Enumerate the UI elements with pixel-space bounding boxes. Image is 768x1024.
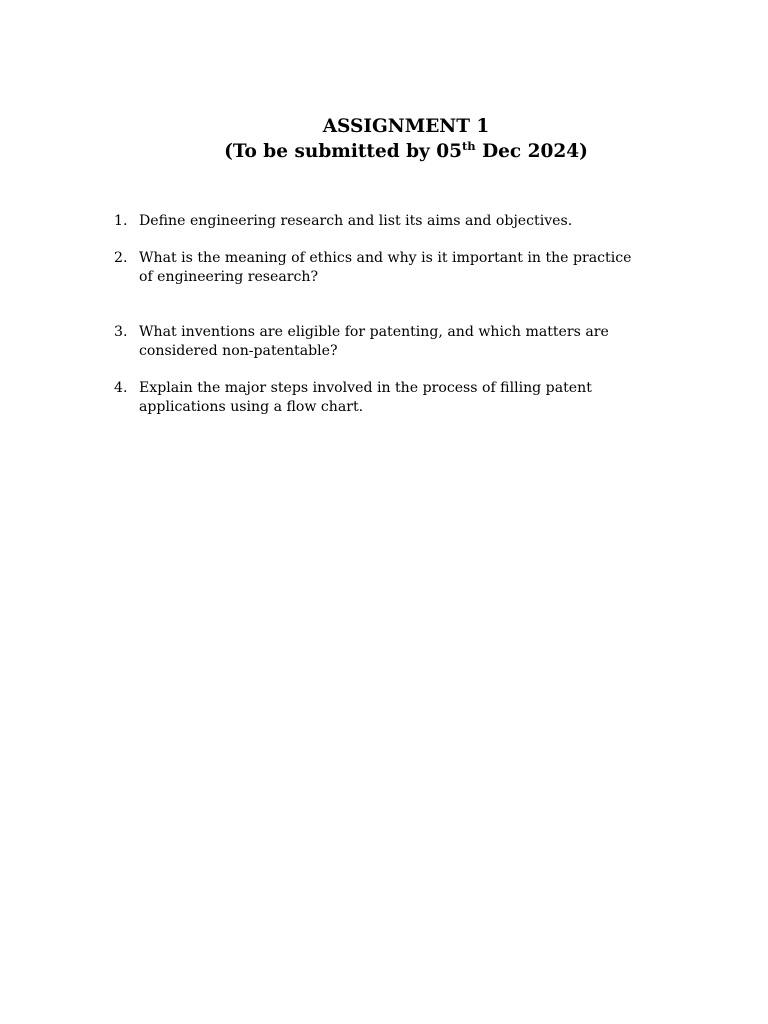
- deadline-suffix: Dec 2024): [475, 141, 588, 162]
- question-line: Explain the major steps involved in the process of filling patent: [139, 380, 592, 396]
- question-number: 2.: [114, 250, 128, 266]
- question-text: [139, 212, 679, 231]
- deadline-ordinal-suffix: th: [461, 138, 476, 153]
- question-line: What is the meaning of ethics and why is it important in the practice: [139, 250, 632, 266]
- assignment-title: ASSIGNMENT 1: [322, 116, 490, 137]
- deadline-prefix: (To be submitted by 05: [224, 141, 462, 162]
- question-line: Define engineering research and list its aims and objectives.: [139, 213, 573, 229]
- question-number: 1.: [114, 213, 128, 229]
- question-text: [139, 249, 679, 287]
- question-number: 3.: [114, 324, 128, 340]
- question-line: What inventions are eligible for patenting, and which matters are: [139, 324, 609, 340]
- question-line: of engineering research?: [139, 269, 319, 285]
- question-line: considered non-patentable?: [139, 343, 338, 359]
- question-line: applications using a flow chart.: [139, 399, 364, 415]
- question-text: [139, 323, 679, 361]
- question-text: [139, 379, 679, 417]
- question-number: 4.: [114, 380, 128, 396]
